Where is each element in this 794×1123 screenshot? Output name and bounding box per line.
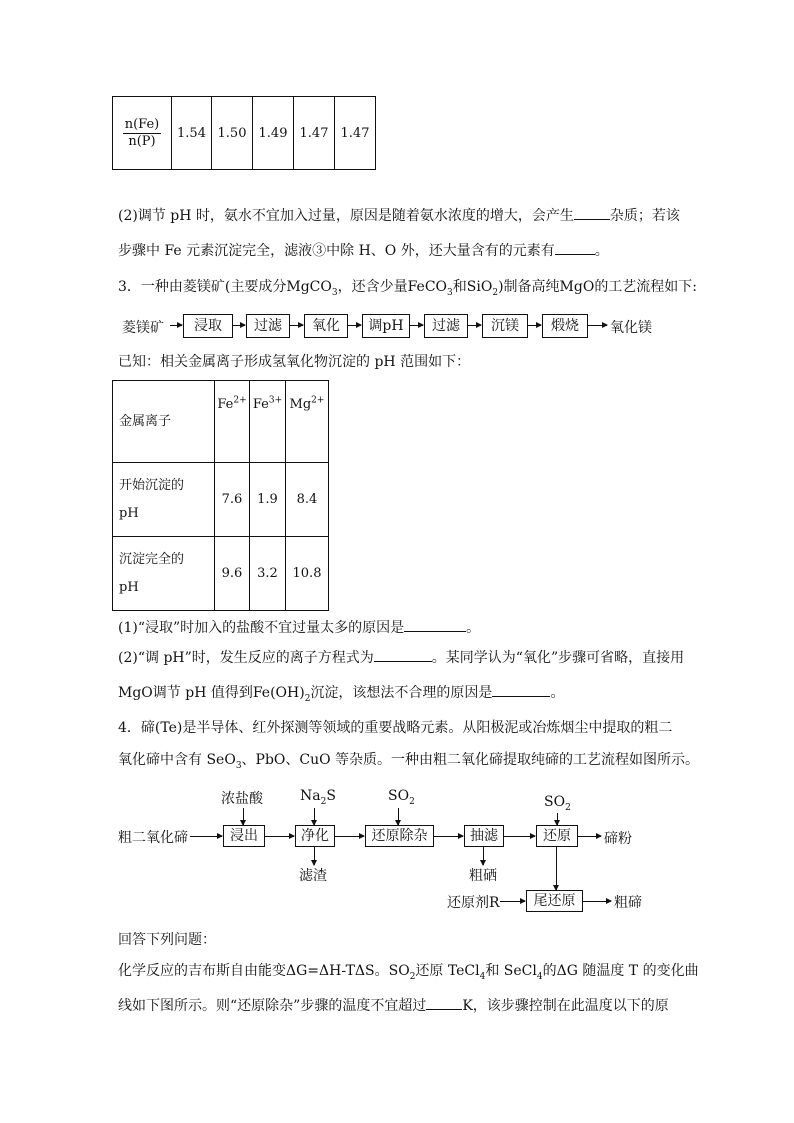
problem-3-intro: 3．一种由菱镁矿(主要成分MgCO$_3$，还含少量FeCO$_3$和SiO$_2$)制备高纯MgO的工艺流程如下: xyxy=(118,279,698,298)
problem-4-line-1: 4．碲(Te)是半导体、红外探测等领域的重要战略元素。从阳极泥或冶炼烟尘中提取的粗二 xyxy=(118,720,673,736)
flow-end-label: 氧化镁 xyxy=(610,320,652,336)
flow-arrow xyxy=(264,836,294,837)
formula-sio2: SiO$_2$ xyxy=(466,279,499,298)
flow-arrow xyxy=(409,325,423,326)
flow-arrow xyxy=(433,836,463,837)
problem-3-question-1: (1)“浸取”时加入的盐酸不宜过量太多的原因是 。 xyxy=(118,617,480,638)
flow-arrow-down xyxy=(314,808,315,825)
crude-se-label: 粗硒 xyxy=(469,868,497,884)
flow-arrow-down xyxy=(243,808,244,825)
reagent-hcl: 浓盐酸 xyxy=(221,791,263,807)
flow-step-box: 还原 xyxy=(536,825,578,847)
flow-step-box: 沉镁 xyxy=(482,314,528,338)
flow-arrow xyxy=(582,901,611,902)
answer-blank xyxy=(555,240,595,255)
flow-step-box: 过滤 xyxy=(424,314,468,338)
problem-4-line-2: 氧化碲中含有 SeO$_3$、PbO、CuO 等杂质。一种由粗二氧化碲提取纯碲的工艺流程如图所示。 xyxy=(118,752,700,771)
reagent-so2: $SO_2$ xyxy=(544,794,571,813)
formula-feco3: FeCO$_3$ xyxy=(407,279,453,298)
flow-arrow-down xyxy=(314,847,315,865)
flow-arrow xyxy=(577,836,601,837)
gibbs-paragraph-line-1: 化学反应的吉布斯自由能变ΔG=ΔH-TΔS。$SO_2$还原 TeCl$_4$和 SeCl$_4$的ΔG 随温度 T 的变化曲 xyxy=(118,963,699,982)
ion-fe2-header: $Fe^{2+}$ xyxy=(215,381,250,463)
flow-step-box: 过滤 xyxy=(246,314,290,338)
flow-step-box: 浸出 xyxy=(223,825,265,847)
table-cell: 7.6 xyxy=(215,463,250,537)
flow-arrow xyxy=(289,325,303,326)
answer-blank xyxy=(374,647,432,662)
answer-blank xyxy=(574,205,610,220)
flow-arrow xyxy=(527,325,541,326)
row-label-complete: 沉淀完全的 pH xyxy=(113,537,215,611)
table-cell: 9.6 xyxy=(215,537,250,611)
flow-arrow-down xyxy=(556,847,557,890)
ratio-value-cell: 1.47 xyxy=(294,97,335,170)
flow-start-label: 粗二氧化碲 xyxy=(118,830,188,846)
ion-fe3-header: $Fe^{3+}$ xyxy=(250,381,286,463)
tellurium-process-flow xyxy=(0,786,794,916)
answer-prompt: 回答下列问题： xyxy=(118,932,216,948)
flow-arrow xyxy=(170,325,182,326)
formula-mgco3: MgCO$_3$ xyxy=(286,279,338,298)
ratio-header-cell xyxy=(113,97,172,170)
flow-step-box: 尾还原 xyxy=(526,890,583,912)
header-metal-ion: 金属离子 xyxy=(113,381,215,463)
formula-mgo: MgO xyxy=(118,685,153,701)
question-2-line-1: (2)调节 pH 时，氨水不宜加入过量，原因是随着氨水浓度的增大，会产生 杂质；若该 xyxy=(118,205,680,226)
flow-step-box: 抽滤 xyxy=(464,825,504,847)
gibbs-paragraph-line-2: 线如下图所示。则“还原除杂”步骤的温度不宜超过 K，该步骤控制在此温度以下的原 xyxy=(118,995,669,1016)
fe-p-fraction xyxy=(123,117,162,150)
flow-arrow xyxy=(347,325,361,326)
flow-step-box: 氧化 xyxy=(304,314,348,338)
formula-mgo: MgO xyxy=(559,279,595,295)
flow-arrow xyxy=(500,901,525,902)
fe-p-ratio-table xyxy=(112,96,376,170)
precipitation-ph-table xyxy=(112,380,329,611)
flow-step-box: 浸取 xyxy=(183,314,233,338)
answer-blank xyxy=(492,682,550,697)
table-cell: 8.4 xyxy=(286,463,329,537)
mgo-process-flow xyxy=(118,313,678,339)
flow-arrow-down xyxy=(557,813,558,825)
reductant-label: 还原剂R xyxy=(447,895,500,911)
crude-te-label: 粗碲 xyxy=(614,895,642,911)
te-powder-label: 碲粉 xyxy=(604,831,632,847)
flow-arrow-down xyxy=(483,847,484,865)
table-cell: 1.9 xyxy=(250,463,286,537)
known-conditions: 已知：相关金属离子形成氢氧化物沉淀的 pH 范围如下： xyxy=(118,354,471,370)
flow-arrow-down xyxy=(398,808,399,825)
flow-step-box: 净化 xyxy=(295,825,335,847)
ratio-value-cell: 1.54 xyxy=(172,97,212,170)
row-label-start: 开始沉淀的 pH xyxy=(113,463,215,537)
formula-fe-oh-2: $Fe(OH)_2$ xyxy=(252,685,311,704)
table-cell: 10.8 xyxy=(286,537,329,611)
problem-3-question-2-line-2: MgO调节 pH 值得到$Fe(OH)_2$沉淀，该想法不合理的原因是 。 xyxy=(118,682,564,703)
ratio-value-cell: 1.49 xyxy=(253,97,294,170)
fraction-numerator: n(Fe) xyxy=(124,116,160,132)
table-cell: 3.2 xyxy=(250,537,286,611)
reagent-so2: $SO_2$ xyxy=(388,788,415,807)
flow-step-box: 还原除杂 xyxy=(365,825,434,847)
question-2-line-2: 步骤中 Fe 元素沉淀完全，滤液③中除 H、O 外，还大量含有的元素有 。 xyxy=(118,240,609,261)
reagent-na2s: $Na_2S$ xyxy=(300,788,336,807)
flow-arrow xyxy=(587,325,607,326)
flow-step-box: 煅烧 xyxy=(542,314,588,338)
ratio-value-cell: 1.47 xyxy=(335,97,376,170)
ion-mg2-header: $Mg^{2+}$ xyxy=(286,381,329,463)
answer-blank xyxy=(426,995,462,1010)
flow-arrow xyxy=(232,325,245,326)
answer-blank xyxy=(404,617,466,632)
ratio-value-cell: 1.50 xyxy=(212,97,253,170)
flow-arrow xyxy=(334,836,364,837)
flow-step-box: 调pH xyxy=(362,314,410,338)
flow-arrow xyxy=(503,836,535,837)
problem-3-question-2-line-1: (2)“调 pH”时，发生反应的离子方程式为 。某同学认为“氧化”步骤可省略，直接用 xyxy=(118,647,684,668)
flow-start-label: 菱镁矿 xyxy=(122,320,164,336)
fraction-denominator: n(P) xyxy=(128,133,156,149)
flow-arrow xyxy=(190,836,222,837)
residue-label: 滤渣 xyxy=(299,868,327,884)
flow-arrow xyxy=(467,325,481,326)
